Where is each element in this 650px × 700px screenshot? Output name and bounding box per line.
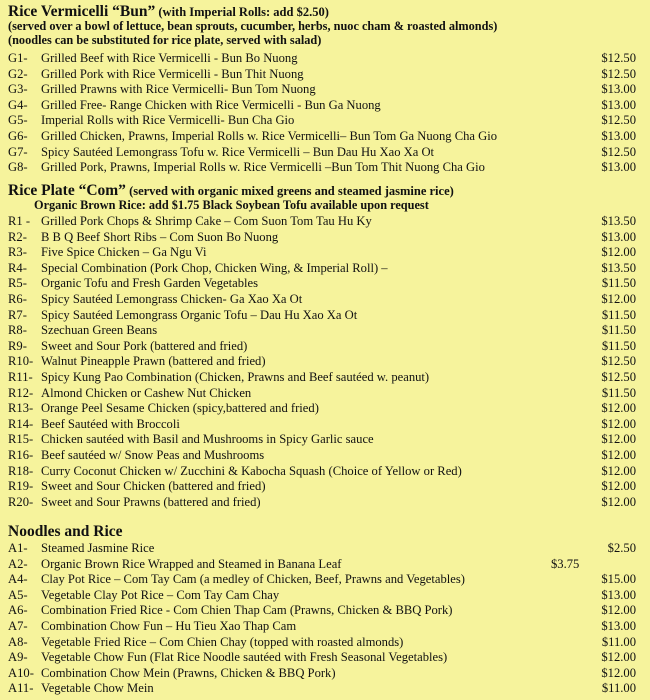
section-title-note: (with Imperial Rolls: add $2.50)	[155, 5, 329, 19]
item-code: A4-	[8, 572, 28, 587]
item-code: A1-	[8, 541, 28, 555]
menu-item-row	[8, 276, 642, 291]
item-price: $12.00	[601, 463, 636, 478]
menu-item-row	[8, 354, 642, 369]
item-name: Vegetable Chow Fun (Flat Rice Noodle sautéed with Fresh Seasonal Vegetables)	[41, 650, 448, 665]
menu-item-row	[8, 401, 642, 416]
item-code: R18-	[8, 463, 34, 478]
menu-item-row	[8, 245, 642, 260]
menu-item-row	[8, 160, 642, 175]
item-price: $11.50	[601, 385, 636, 400]
item-name: Combination Chow Mein (Prawns, Chicken & BBQ Pork)	[41, 665, 336, 680]
menu-item-row	[8, 681, 642, 696]
menu-item-row	[8, 650, 642, 665]
item-name: Vegetable Chow Mein	[41, 681, 154, 696]
item-price: $11.50	[601, 323, 636, 338]
item-price: $13.00	[601, 82, 636, 97]
item-price: $12.00	[601, 245, 636, 260]
item-name: Orange Peel Sesame Chicken (spicy,battered and fried)	[41, 401, 319, 416]
item-code: R13-	[8, 401, 34, 416]
item-code: G2-	[8, 66, 28, 81]
item-code: R11-	[8, 370, 33, 384]
menu-item-row	[8, 619, 642, 634]
item-price: $13.00	[601, 229, 636, 244]
item-name: Grilled Chicken, Prawns, Imperial Rolls w. Rice Vermicelli– Bun Tom Ga Nuong Cha Gio	[41, 129, 498, 143]
menu-item-row	[8, 339, 642, 354]
item-code: R15-	[8, 432, 34, 447]
menu-item-row	[8, 82, 642, 97]
item-name: Vegetable Clay Pot Rice – Com Tay Cam Chay	[41, 587, 280, 602]
item-name: Grilled Prawns with Rice Vermicelli- Bun Tom Nuong	[41, 82, 316, 97]
item-code: G3-	[8, 82, 28, 97]
item-name: Szechuan Green Beans	[41, 323, 158, 338]
menu-item-row	[8, 145, 642, 160]
item-price: $12.50	[601, 354, 636, 369]
item-name: Spicy Kung Pao Combination (Chicken, Prawns and Beef sautéed w. peanut)	[41, 370, 430, 384]
menu-item-row	[8, 464, 642, 479]
menu-item-row	[8, 588, 642, 603]
item-name: Beef Sautéed with Broccoli	[41, 416, 180, 431]
item-code: R20-	[8, 494, 34, 509]
item-code: R3-	[8, 245, 27, 260]
item-name: Walnut Pineapple Prawn (battered and fried)	[41, 354, 266, 369]
menu-item-row	[8, 557, 642, 572]
menu-item-row	[8, 495, 642, 510]
item-code: A2-	[8, 556, 28, 571]
item-code: R8-	[8, 323, 27, 338]
menu-item-row	[8, 541, 642, 556]
menu-item-row	[8, 323, 642, 338]
item-code: R6-	[8, 292, 27, 306]
menu-item-row	[8, 448, 642, 463]
item-name: Grilled Beef with Rice Vermicelli - Bun Bo Nuong	[41, 51, 298, 65]
item-price: $13.50	[601, 214, 636, 228]
menu-item-row	[8, 386, 642, 401]
item-code: A6-	[8, 603, 28, 618]
menu-item-row	[8, 113, 642, 128]
menu-item-row	[8, 635, 642, 650]
menu-item-row	[8, 230, 642, 245]
item-price: $3.75	[551, 556, 580, 571]
menu-item-row	[8, 98, 642, 113]
item-price: $12.00	[601, 603, 636, 618]
item-code: R10-	[8, 354, 34, 369]
item-name: Chicken sautéed with Basil and Mushrooms in Spicy Garlic sauce	[41, 432, 374, 447]
item-name: Curry Coconut Chicken w/ Zucchini & Kabocha Squash (Choice of Yellow or Red)	[41, 463, 462, 478]
item-name: Grilled Pork, Prawns, Imperial Rolls w. Rice Vermicelli –Bun Tom Thit Nuong Cha Gio	[41, 160, 485, 175]
item-code: G4-	[8, 97, 28, 112]
item-name: Clay Pot Rice – Com Tay Cam (a medley of Chicken, Beef, Prawns and Vegetables)	[41, 572, 465, 587]
item-code: A8-	[8, 634, 28, 649]
menu-item-row	[8, 603, 642, 618]
menu-item-row	[8, 214, 642, 229]
menu-item-row	[8, 292, 642, 307]
item-price: $12.50	[601, 51, 636, 65]
section-title-note: (served with organic mixed greens and steamed jasmine rice)	[125, 184, 454, 198]
item-name: Almond Chicken or Cashew Nut Chicken	[41, 385, 252, 400]
item-price: $15.00	[601, 572, 636, 587]
item-price: $11.00	[601, 681, 636, 696]
item-price: $13.00	[601, 619, 636, 633]
item-name: Grilled Pork Chops & Shrimp Cake – Com Suon Tom Tau Hu Ky	[41, 214, 372, 228]
item-name: Spicy Sautéed Lemongrass Tofu w. Rice Vermicelli – Bun Dau Hu Xao Xa Ot	[41, 144, 435, 159]
menu-item-row	[8, 572, 642, 587]
item-price: $13.00	[601, 97, 636, 112]
item-price: $12.50	[601, 370, 636, 384]
section-title: Rice Plate “Com”	[8, 182, 126, 199]
item-name: Organic Brown Rice Wrapped and Steamed in Banana Leaf	[41, 556, 342, 571]
menu-item-row	[8, 666, 642, 681]
item-price: $12.00	[601, 448, 636, 462]
menu-item-row	[8, 417, 642, 432]
item-code: R1 -	[8, 214, 31, 228]
item-name: Sweet and Sour Chicken (battered and fried)	[41, 479, 266, 494]
item-price: $13.00	[601, 129, 636, 143]
item-name: Vegetable Fried Rice – Com Chien Chay (topped with roasted almonds)	[41, 634, 404, 649]
item-code: R12-	[8, 385, 34, 400]
item-name: Grilled Pork with Rice Vermicelli - Bun Thit Nuong	[41, 66, 304, 81]
item-code: G5-	[8, 113, 28, 128]
item-code: R14-	[8, 416, 34, 431]
item-price: $12.50	[601, 66, 636, 81]
menu-item-row	[8, 308, 642, 323]
item-code: R5-	[8, 276, 27, 291]
menu-item-row	[8, 67, 642, 82]
item-name: Combination Chow Fun – Hu Tieu Xao Thap Cam	[41, 619, 297, 633]
item-price: $13.00	[601, 160, 636, 175]
item-name: Grilled Free- Range Chicken with Rice Vermicelli - Bun Ga Nuong	[41, 97, 381, 112]
item-price: $12.00	[601, 432, 636, 447]
item-code: R4-	[8, 260, 27, 275]
menu-item-row	[8, 129, 642, 144]
item-name: Special Combination (Pork Chop, Chicken Wing, & Imperial Roll) –	[41, 260, 388, 275]
item-name: Spicy Sautéed Lemongrass Organic Tofu – Dau Hu Xao Xa Ot	[41, 307, 358, 322]
section-title: Noodles and Rice	[8, 523, 123, 540]
item-price: $12.00	[601, 292, 636, 306]
item-price: $12.00	[601, 479, 636, 494]
item-price: $12.50	[601, 113, 636, 128]
menu-item-row	[8, 51, 642, 66]
item-name: Sweet and Sour Pork (battered and fried)	[41, 338, 248, 353]
section-note: (noodles can be substituted for rice plate, served with salad)	[8, 33, 322, 47]
item-code: G6-	[8, 129, 28, 143]
item-name: Steamed Jasmine Rice	[41, 541, 155, 555]
section-title: Rice Vermicelli “Bun”	[8, 3, 156, 20]
item-code: A5-	[8, 587, 28, 602]
item-name: Combination Fried Rice - Com Chien Thap Cam (Prawns, Chicken & BBQ Pork)	[41, 603, 453, 618]
item-code: R9-	[8, 338, 27, 353]
item-name: Spicy Sautéed Lemongrass Chicken- Ga Xao Xa Ot	[41, 292, 303, 306]
item-code: G7-	[8, 144, 28, 159]
menu-item-row	[8, 261, 642, 276]
item-price: $12.00	[601, 650, 636, 665]
menu-item-row	[8, 479, 642, 494]
item-price: $13.50	[601, 260, 636, 275]
item-name: B B Q Beef Short Ribs – Com Suon Bo Nuong	[41, 229, 279, 244]
item-code: A7-	[8, 619, 28, 633]
item-price: $11.00	[601, 634, 636, 649]
item-price: $12.00	[601, 401, 636, 416]
item-code: R19-	[8, 479, 34, 494]
item-name: Imperial Rolls with Rice Vermicelli- Bun Cha Gio	[41, 113, 295, 128]
item-price: $12.50	[601, 144, 636, 159]
item-price: $12.00	[601, 494, 636, 509]
menu-item-row	[8, 370, 642, 385]
item-price: $2.50	[607, 541, 636, 555]
menu-item-row	[8, 432, 642, 447]
item-code: A11-	[8, 681, 34, 696]
item-code: R16-	[8, 448, 34, 462]
item-price: $11.50	[601, 307, 636, 322]
item-price: $12.00	[601, 416, 636, 431]
item-name: Organic Tofu and Fresh Garden Vegetables	[41, 276, 259, 291]
item-price: $13.00	[601, 587, 636, 602]
item-code: G1-	[8, 51, 28, 65]
section-heading-noodles	[8, 522, 642, 541]
item-code: A10-	[8, 665, 34, 680]
item-code: R2-	[8, 229, 27, 244]
item-price: $11.50	[601, 338, 636, 353]
item-name: Five Spice Chicken – Ga Ngu Vi	[41, 245, 207, 260]
item-code: R7-	[8, 307, 27, 322]
section-note: (served over a bowl of lettuce, bean sprouts, cucumber, herbs, nuoc cham & roasted almonds)	[8, 19, 498, 33]
item-name: Sweet and Sour Prawns (battered and fried)	[41, 494, 261, 509]
item-price: $12.00	[601, 665, 636, 680]
item-price: $11.50	[601, 276, 636, 291]
item-code: A9-	[8, 650, 28, 665]
section-note: Organic Brown Rice: add $1.75 Black Soybean Tofu available upon request	[34, 198, 429, 212]
item-name: Beef sautéed w/ Snow Peas and Mushrooms	[41, 448, 265, 462]
item-code: G8-	[8, 160, 28, 175]
